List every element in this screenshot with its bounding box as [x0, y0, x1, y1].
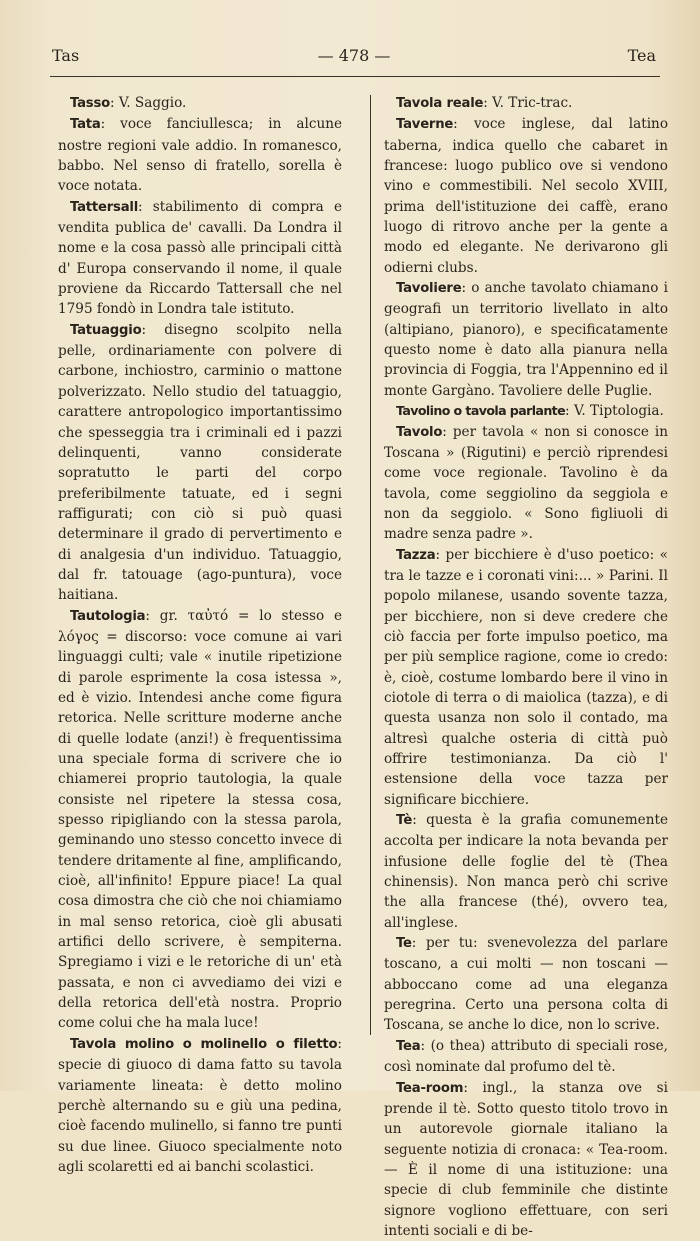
dictionary-entry: [58, 114, 342, 196]
entry-definition: : per tavola « non si conosce in Toscana » (Rigutini) e perciò riprendesi come voce regionale. Tavolino è da tavola, come seggiolino da seggiola e non da seggiolo. « Sono figliuoli di madre senza padre ».: [384, 424, 668, 543]
header-right-guideword: Tea: [628, 46, 656, 65]
entry-headword: Tata: [70, 117, 101, 132]
entry-headword: Tavola reale: [396, 96, 483, 111]
entry-headword: Tasso: [70, 96, 110, 111]
entry-definition: : questa è la grafia comunemente accolta per indicare la nota bevanda per infusione delle foglie del tè (Thea chinensis). Non manca però chi scrive the alla francese (thé), ovvero tea, all'inglese.: [384, 812, 668, 931]
entry-definition: : per tu: svenevolezza del parlare toscano, a cui molti — non toscani — abboccano come ad una eleganza peregrina. Certo una persona colta di Toscana, se anche lo dice, non lo scrive.: [384, 935, 668, 1033]
page-number: — 478 —: [52, 46, 656, 65]
entry-headword: Tea: [396, 1039, 421, 1054]
column-divider: [370, 95, 371, 1035]
dictionary-entry: [384, 545, 668, 810]
dictionary-entry: [384, 114, 668, 278]
entry-headword: Te: [396, 936, 412, 951]
right-column: [384, 93, 668, 1061]
dictionary-entry: [58, 1034, 342, 1177]
entry-headword: Tavola molino o molinello o filetto: [70, 1037, 337, 1052]
dictionary-entry: [384, 401, 668, 421]
left-column: [58, 93, 342, 1061]
entry-headword: Taverne: [396, 117, 453, 132]
entry-headword: Tazza: [396, 548, 435, 563]
entry-definition: : V. Tric-trac.: [483, 95, 572, 111]
dictionary-entry: [384, 422, 668, 545]
entry-definition: : voce inglese, dal latino taberna, indica quello che cabaret in francese: luogo publico ove si vendono vino e commestibili. Nel secolo XVIII, prima dell'istituzione dei caffè, erano luogo di ritrovo anche per la gente a modo ed elegante. Ne derivarono gli odierni clubs.: [384, 116, 668, 275]
dictionary-entry: [384, 1036, 668, 1078]
entry-definition: : V. Tiptologia.: [565, 403, 664, 419]
entry-headword: Tavoliere: [396, 281, 461, 296]
entry-definition: : disegno scolpito nella pelle, ordinariamente con polvere di carbone, inchiostro, carminio o mattone polverizzato. Nello studio del tatuaggio, carattere antropologico importantissimo che spesseggia tra i criminali ed i pazzi delinquenti, vanno considerate sopratutto le parti del corpo preferibilmente tatuate, ed i segni raffigurati; con ciò si può quasi determinare il grado di pervertimento e di analgesia d'un individuo. Tatuaggio, dal fr. tatouage (ago-puntura), voce haitiana.: [58, 322, 342, 603]
header-rule: [50, 76, 660, 77]
entry-headword: Tavolino o tavola parlante: [396, 403, 565, 418]
entry-definition: : gr. ταὐτό = lo stesso e λόγος = discorso: voce comune ai vari linguaggi culti; vale « inutile ripetizione di parole esprimente la cosa istessa », ed è vizio. Intendesi anche come figura retorica. Nelle scritture moderne anche di quelle lodate (anzi!) è frequentissima una speciale forma di scrivere che io chiamerei proprio tautologia, la quale consiste nel ripetere la stessa cosa, spesso ripigliando con la stessa parola, geminando uno stesso concetto invece di tendere dritamente al fine, amplificando, cioè, all'infinito! Eppure piace! La qual cosa dimostra che ciò che noi chiamiamo in mal senso retorica, cioè gli abusati artifici dello scrivere, è sempiterna. Spregiamo i vizi e le retoriche di un' età passata, e non ci avvediamo dei vizi e della retorica dell'età nostra. Proprio come colui che ha mala luce!: [58, 608, 342, 1032]
entry-headword: Tautologia: [70, 609, 145, 624]
header-left-guideword: Tas: [52, 46, 79, 65]
dictionary-entry: [384, 933, 668, 1036]
running-header: [52, 46, 656, 68]
dictionary-entry: [58, 197, 342, 320]
entry-headword: Tatuaggio: [70, 323, 141, 338]
entry-headword: Tavolo: [396, 425, 442, 440]
entry-definition: : stabilimento di compra e vendita publica de' cavalli. Da Londra il nome e la cosa passò alle principali città d' Europa conservando il nome, il quale proviene da Riccardo Tattersall che nel 1795 fondò in Londra tale istituto.: [58, 199, 342, 318]
dictionary-entry: [384, 810, 668, 933]
entry-headword: Tattersall: [70, 200, 138, 215]
dictionary-entry: [58, 606, 342, 1034]
dictionary-entry: [58, 320, 342, 606]
entry-headword: Tea-room: [396, 1081, 463, 1096]
entry-headword: Tè: [396, 813, 412, 828]
entry-definition: : per bicchiere è d'uso poetico: « tra le tazze e i coronati vini:... » Parini. Il popolo milanese, usando sovente tazza, per bicchiere, non si deve credere che ciò faccia per forte impulso poetico, ma per più semplice ragione, come io credo: è, cioè, costume lombardo bere il vino in ciotole di terra o di maiolica (tazza), e di questa usanza non solo il contado, ma altresì qualche osteria di città può offrire testimonianza. Da ciò l' estensione della voce tazza per significare bicchiere.: [384, 547, 668, 808]
dictionary-entry: [384, 278, 668, 401]
entry-definition: : V. Saggio.: [110, 95, 186, 111]
entry-definition: : specie di giuoco di dama fatto su tavola variamente lineata: è detto molino perchè alternando su e giù una pedina, cioè facendo mulinello, si fanno tre punti su due linee. Giuoco specialmente noto agli scolaretti ed ai banchi scolastici.: [58, 1036, 342, 1175]
entry-definition: : ingl., la stanza ove si prende il tè. Sotto questo titolo trovo in un autorevole giornale italiano la seguente notizia di cronaca: « Tea-room. — È il nome di una istituzione: una specie di club femminile che distinte signore vogliono effettuare, con seri intenti sociali e di be-: [384, 1080, 668, 1239]
dictionary-entry: [384, 1078, 668, 1241]
text-columns: [58, 93, 662, 1061]
dictionary-entry: [384, 93, 668, 114]
dictionary-entry: [58, 93, 342, 114]
entry-definition: : o anche tavolato chiamano i geografi un territorio livellato in alto (altipiano, pianoro), e specificatamente questo nome è dato alla pianura nella provincia di Foggia, tra l'Appennino ed il monte Gargàno. Tavoliere delle Puglie.: [384, 280, 668, 399]
entry-definition: : voce fanciullesca; in alcune nostre regioni vale addio. In romanesco, babbo. Nel senso di fratello, sorella è voce notata.: [58, 116, 342, 194]
entry-definition: : (o thea) attributo di speciali rose, così nominate dal profumo del tè.: [384, 1038, 668, 1075]
